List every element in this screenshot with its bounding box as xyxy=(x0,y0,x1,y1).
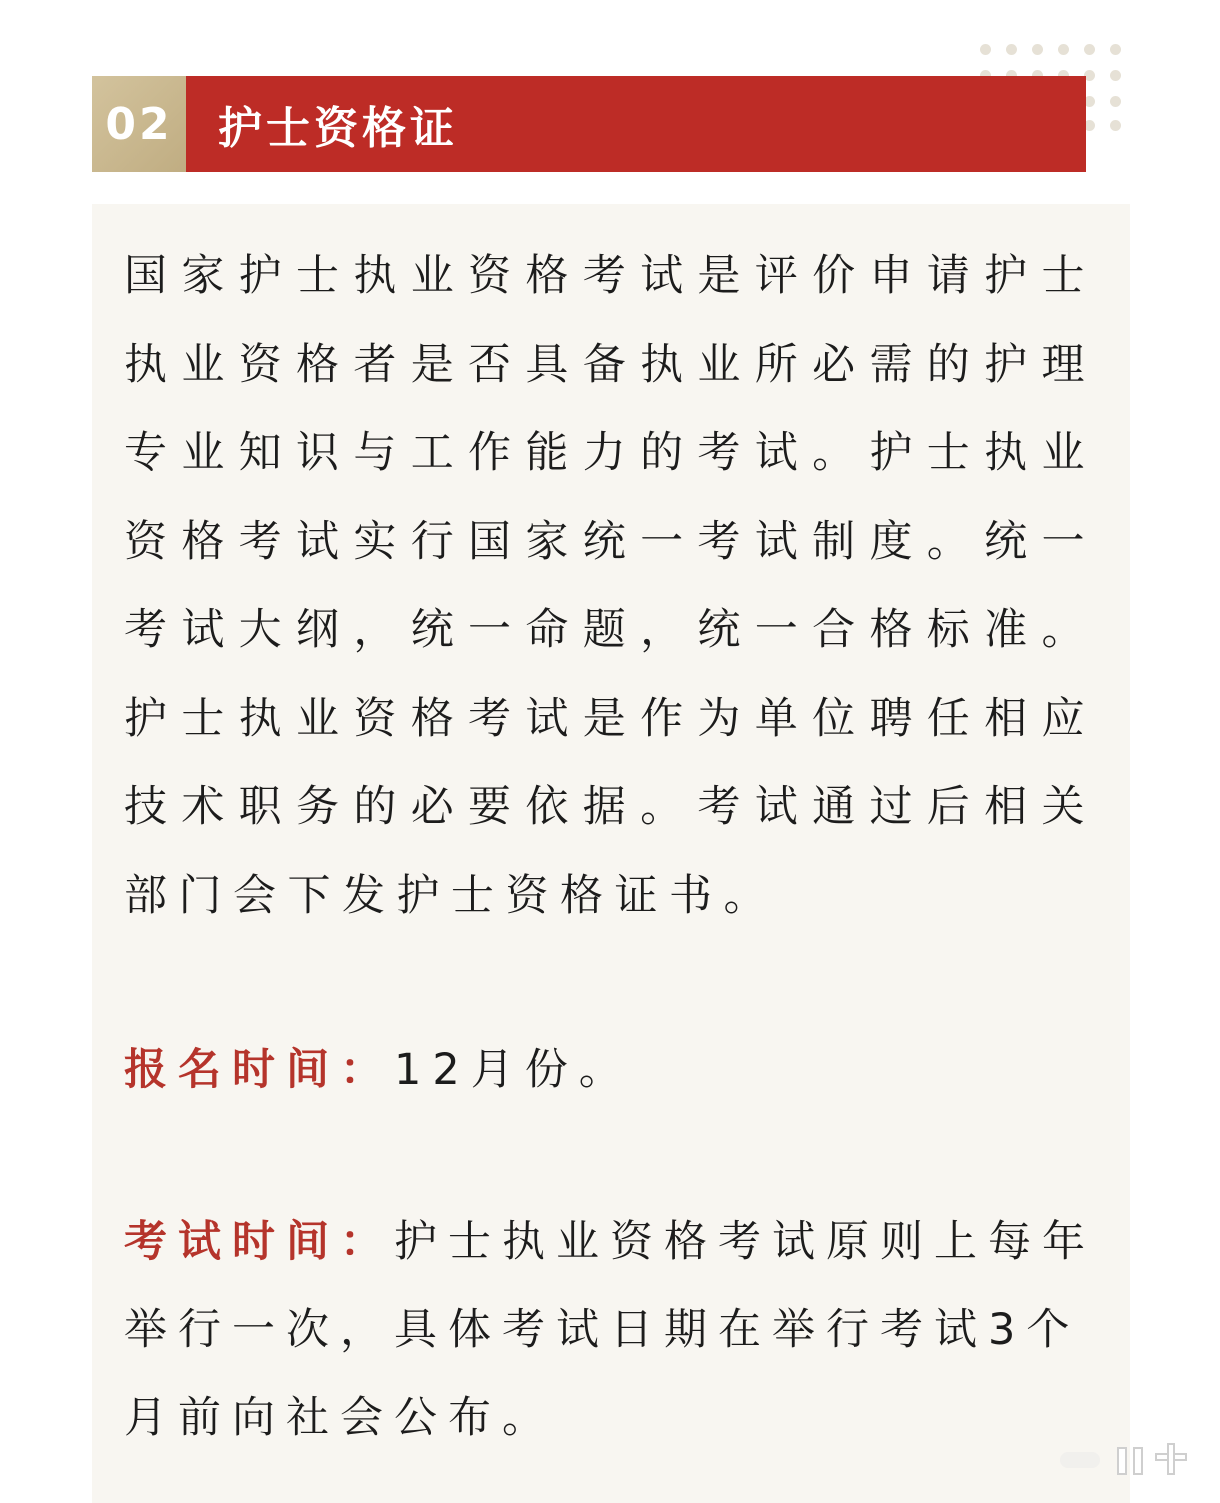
section-title: 护士资格证 xyxy=(218,103,458,154)
signup-time-paragraph xyxy=(124,1026,1096,1114)
signup-time-value: 12月份。 xyxy=(394,1045,633,1095)
exam-time-paragraph xyxy=(124,1198,1096,1462)
exam-time-label: 考试时间： xyxy=(124,1217,394,1267)
signup-time-label: 报名时间： xyxy=(124,1045,394,1095)
section-title-bar xyxy=(186,76,1086,172)
intro-paragraph: 国家护士执业资格考试是评价申请护士执业资格者是否具备执业所必需的护理专业知识与工作能力的考试。护士执业资格考试实行国家统一考试制度。统一考试大纲，统一命题，统一合格标准。护士执业资格考试是作为单位聘任相应技术职务的必要依据。考试通过后相关部门会下发护士资格证书。 xyxy=(124,251,1096,921)
watermark-logo-icon xyxy=(1060,1440,1200,1480)
section-header xyxy=(92,76,1086,172)
exam-time-value: 护士执业资格考试原则上每年举行一次，具体考试日期在举行考试3个月前向社会公布。 xyxy=(124,1217,1096,1443)
section-number: 02 xyxy=(92,76,186,172)
